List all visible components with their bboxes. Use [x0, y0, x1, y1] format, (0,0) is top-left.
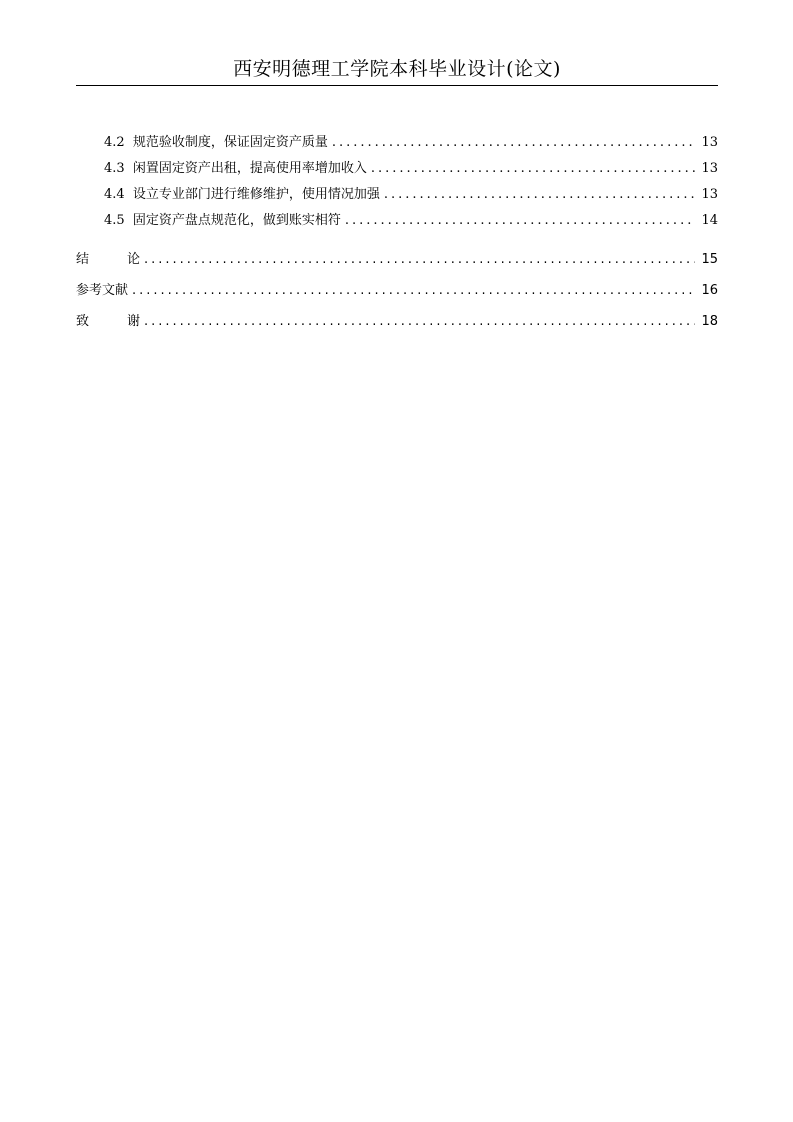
toc-dot-leader	[132, 275, 695, 306]
toc-entry-title: 结论	[76, 252, 140, 267]
toc-entry-page: 13	[701, 161, 718, 176]
toc-dot-leader	[144, 244, 695, 275]
toc-dot-leader	[144, 306, 695, 337]
toc-entry-page: 13	[701, 187, 718, 202]
toc-entry-references[interactable]	[76, 275, 718, 306]
toc-entry-number: 4.4	[104, 187, 125, 202]
toc-dot-leader	[345, 208, 696, 234]
toc-entry-title: 设立专业部门进行维修维护，使用情况加强	[132, 187, 380, 202]
toc-entry-title: 参考文献	[76, 283, 129, 298]
toc-entry-label	[104, 156, 367, 182]
toc-entry-title: 致谢	[76, 314, 140, 329]
toc-dot-leader	[371, 156, 696, 182]
toc-entry-label	[104, 208, 341, 234]
toc-entry-4-3[interactable]	[76, 156, 718, 182]
toc-entry-label	[104, 130, 328, 156]
toc-entry-number: 4.5	[104, 213, 125, 228]
toc-entry-page: 14	[701, 213, 718, 228]
toc-dot-leader	[384, 182, 696, 208]
toc-entry-number: 4.3	[104, 161, 125, 176]
toc-entry-title: 固定资产盘点规范化，做到账实相符	[132, 213, 341, 228]
toc-entry-page: 15	[701, 252, 718, 267]
toc-entry-acknowledgements[interactable]	[76, 306, 718, 337]
page-header	[76, 56, 718, 86]
toc-entry-4-4[interactable]	[76, 182, 718, 208]
toc-dot-leader	[332, 130, 696, 156]
toc-entry-4-2[interactable]	[76, 130, 718, 156]
table-of-contents	[76, 130, 718, 337]
toc-entry-page: 13	[701, 135, 718, 150]
toc-entry-4-5[interactable]	[76, 208, 718, 234]
toc-entry-title: 闲置固定资产出租，提高使用率增加收入	[132, 161, 367, 176]
toc-entry-label	[104, 182, 380, 208]
header-title: 西安明德理工学院本科毕业设计(论文)	[233, 58, 561, 80]
toc-entry-page: 18	[701, 314, 718, 329]
toc-entry-conclusion[interactable]	[76, 244, 718, 275]
toc-entry-page: 16	[701, 283, 718, 298]
toc-entry-number: 4.2	[104, 135, 125, 150]
toc-entry-title: 规范验收制度，保证固定资产质量	[132, 135, 328, 150]
